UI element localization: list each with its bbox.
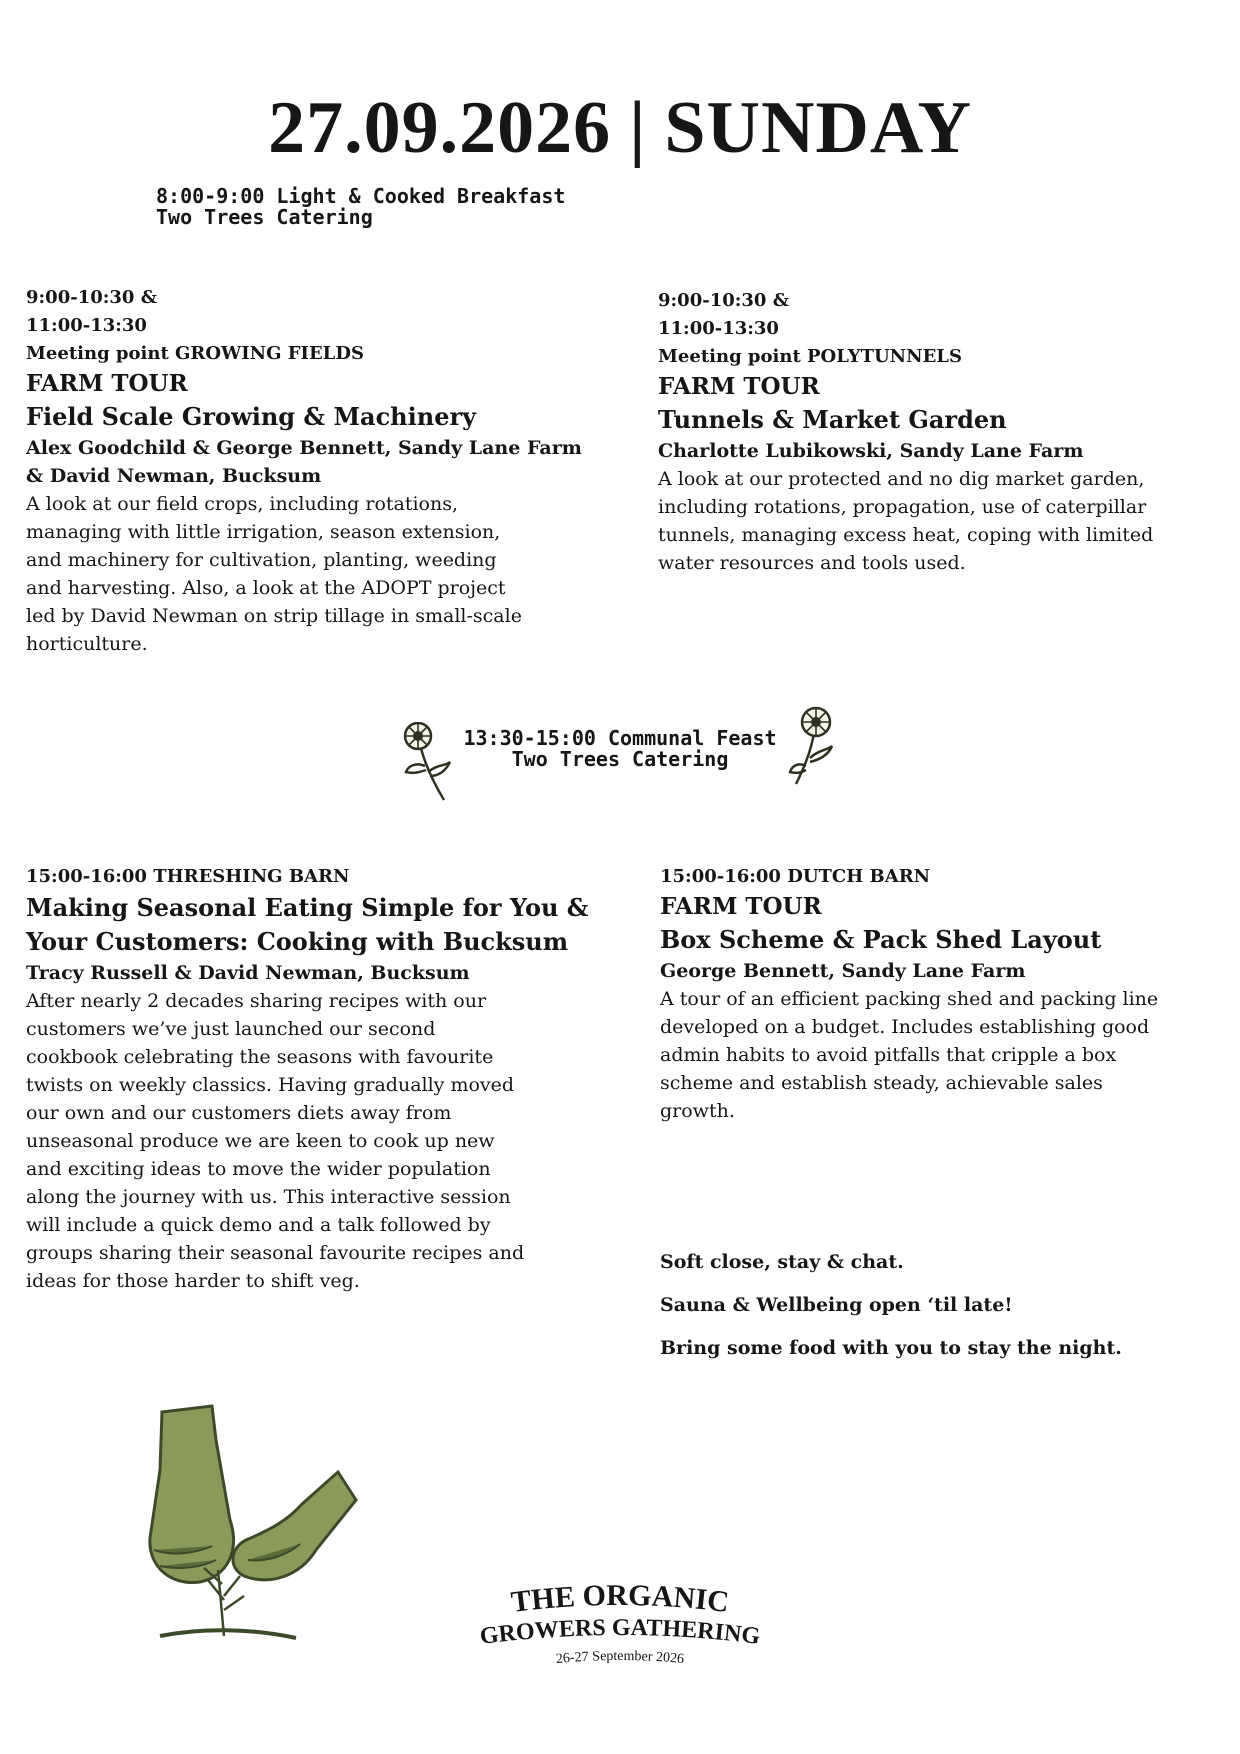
session-kind: FARM TOUR (658, 373, 820, 400)
description-line: our own and our customers diets away from (26, 1102, 452, 1124)
day-text: SUNDAY (664, 87, 972, 169)
logo-line: THE ORGANIC (509, 1578, 731, 1619)
breakfast-block (156, 186, 565, 228)
communal-feast-block (400, 728, 840, 770)
description-line: cookbook celebrating the seasons with favourite (26, 1046, 494, 1068)
description-line: After nearly 2 decades sharing recipes with our (26, 990, 487, 1012)
description-line: twists on weekly classics. Having gradually moved (26, 1074, 515, 1096)
session-speakers: Charlotte Lubikowski, Sandy Lane Farm (658, 440, 1084, 462)
feast-caterer: Two Trees Catering (511, 747, 729, 771)
session-time: 9:00-10:30 & (26, 287, 157, 308)
session-meeting-point: Meeting point GROWING FIELDS (26, 343, 364, 364)
description-line: and harvesting. Also, a look at the ADOPT project (26, 577, 506, 599)
description-line: customers we’ve just launched our second (26, 1018, 436, 1040)
description-line: horticulture. (26, 633, 148, 655)
title-separator: | (629, 87, 647, 169)
session-speakers: & David Newman, Bucksum (26, 465, 322, 487)
svg-text:26-27 September 2026 (555, 1649, 684, 1667)
closing-note: Bring some food with you to stay the night. (660, 1337, 1122, 1359)
session-title: Field Scale Growing & Machinery (26, 402, 477, 431)
logo-line: 26-27 September 2026 (555, 1648, 685, 1668)
description-line: along the journey with us. This interactive session (26, 1186, 511, 1208)
session-time: 11:00-13:30 (658, 318, 779, 339)
session-title: Your Customers: Cooking with Bucksum (26, 927, 569, 956)
session-title: Tunnels & Market Garden (658, 405, 1007, 434)
description-line: A tour of an efficient packing shed and packing line (660, 988, 1159, 1010)
closing-note: Sauna & Wellbeing open ‘til late! (660, 1294, 1013, 1316)
closing-note: Soft close, stay & chat. (660, 1251, 904, 1273)
session-description (658, 465, 1218, 577)
session-time: 9:00-10:30 & (658, 290, 789, 311)
date-text: 27.09.2026 (268, 87, 612, 169)
session-description (660, 985, 1220, 1125)
session-tunnels-market-garden (658, 287, 1218, 577)
description-line: unseasonal produce we are keen to cook up new (26, 1130, 495, 1152)
description-line: and exciting ideas to move the wider population (26, 1158, 491, 1180)
session-title: Box Scheme & Pack Shed Layout (660, 925, 1102, 954)
session-speakers: Alex Goodchild & George Bennett, Sandy Lane Farm (26, 437, 582, 459)
description-line: A look at our protected and no dig market garden, (658, 468, 1145, 490)
session-speakers: George Bennett, Sandy Lane Farm (660, 960, 1026, 982)
session-kind: FARM TOUR (660, 893, 822, 920)
description-line: groups sharing their seasonal favourite recipes and (26, 1242, 525, 1264)
description-line: will include a quick demo and a talk followed by (26, 1214, 491, 1236)
feast-time: 13:30-15:00 Communal Feast (463, 726, 777, 750)
session-time: 11:00-13:30 (26, 315, 147, 336)
session-kind: FARM TOUR (26, 370, 188, 397)
session-time-location: 15:00-16:00 THRESHING BARN (26, 866, 350, 887)
description-line: managing with little irrigation, season extension, (26, 521, 501, 543)
description-line: tunnels, managing excess heat, coping with limited (658, 524, 1154, 546)
description-line: A look at our field crops, including rotations, (26, 493, 459, 515)
page-title (0, 86, 1240, 171)
session-speakers: Tracy Russell & David Newman, Bucksum (26, 962, 470, 984)
svg-text:THE ORGANIC (509, 1579, 730, 1619)
session-description (26, 490, 591, 658)
description-line: ideas for those harder to shift veg. (26, 1270, 360, 1292)
session-seasonal-eating (26, 863, 591, 1295)
description-line: admin habits to avoid pitfalls that cripple a box (660, 1044, 1117, 1066)
breakfast-caterer: Two Trees Catering (156, 205, 373, 229)
logo-line: GROWERS GATHERING (478, 1614, 762, 1650)
session-meeting-point: Meeting point POLYTUNNELS (658, 346, 962, 367)
description-line: developed on a budget. Includes establishing good (660, 1016, 1150, 1038)
session-field-scale-growing (26, 284, 591, 658)
hands-planting-illustration (120, 1400, 360, 1650)
breakfast-time: 8:00-9:00 Light & Cooked Breakfast (156, 184, 566, 208)
description-line: led by David Newman on strip tillage in small-scale (26, 605, 522, 627)
closing-notes (660, 1248, 1122, 1377)
description-line: water resources and tools used. (658, 552, 966, 574)
flower-icon (784, 706, 844, 786)
description-line: scheme and establish steady, achievable sales (660, 1072, 1103, 1094)
session-time-location: 15:00-16:00 DUTCH BARN (660, 866, 931, 887)
description-line: including rotations, propagation, use of caterpillar (658, 496, 1147, 518)
event-logo (450, 1575, 790, 1670)
session-title: Making Seasonal Eating Simple for You & (26, 893, 589, 922)
svg-text:GROWERS GATHERING (478, 1615, 761, 1650)
session-box-scheme (660, 863, 1220, 1125)
description-line: growth. (660, 1100, 735, 1122)
description-line: and machinery for cultivation, planting, weeding (26, 549, 497, 571)
session-description (26, 987, 591, 1295)
